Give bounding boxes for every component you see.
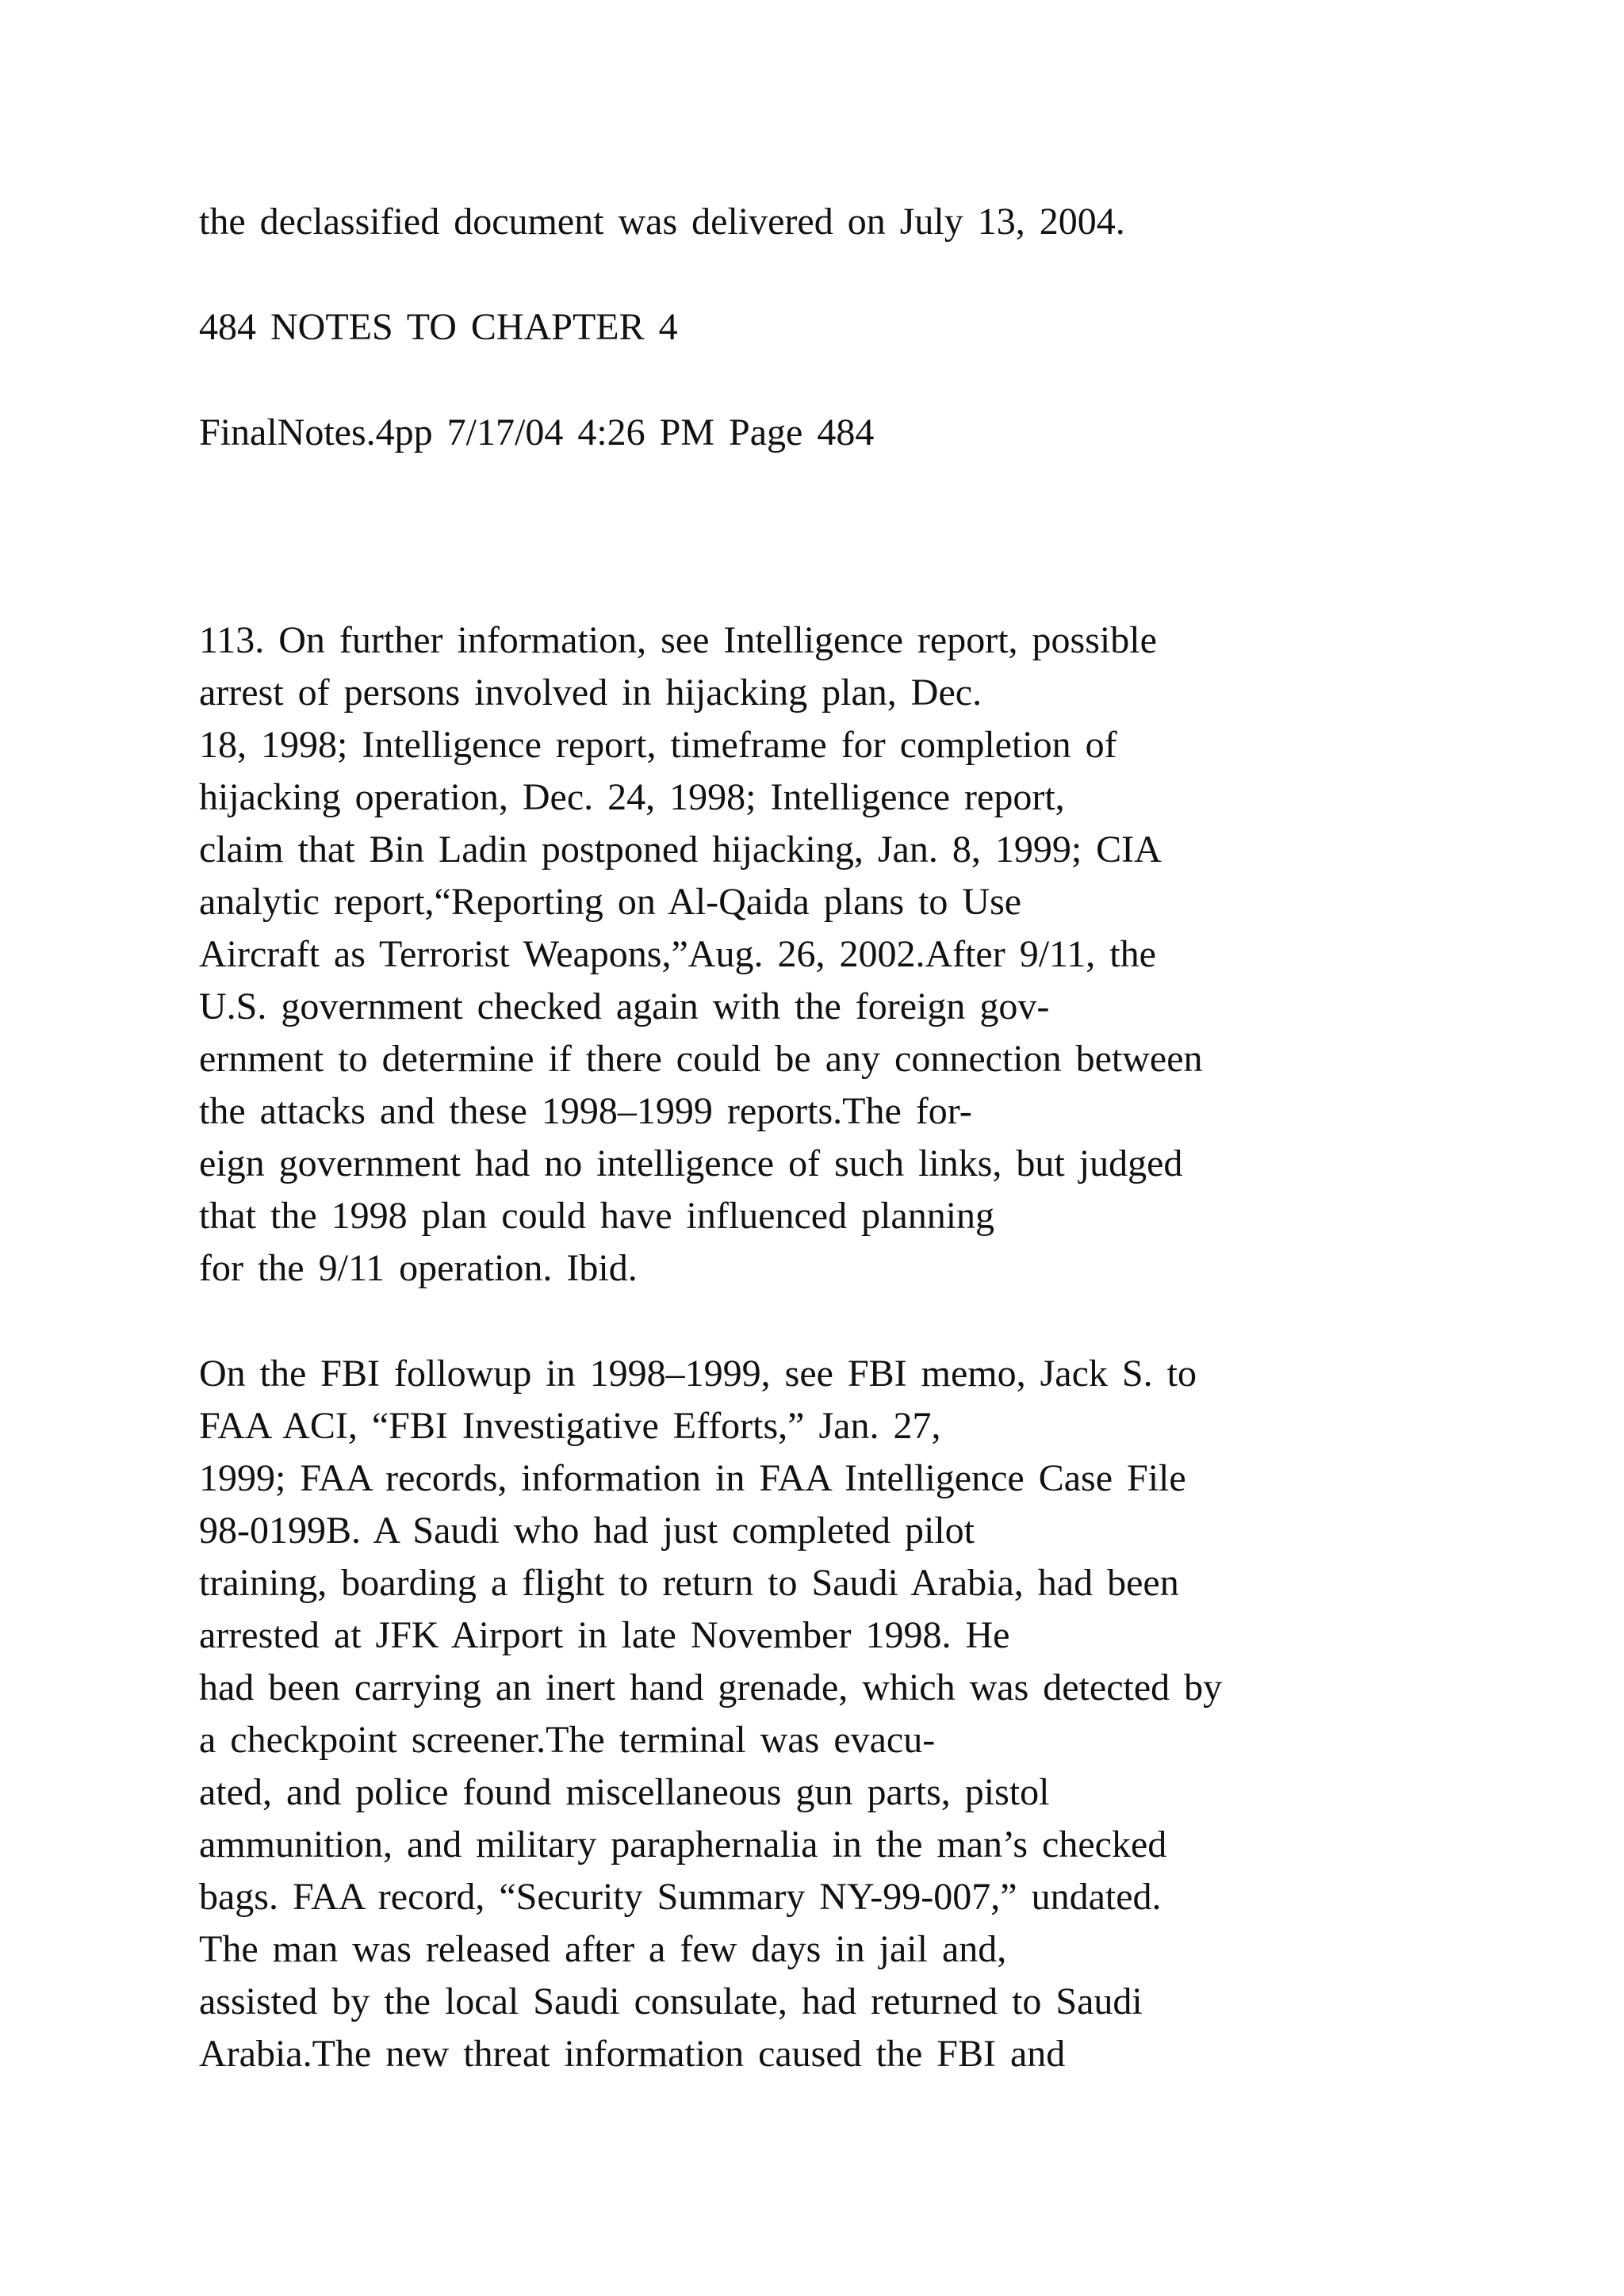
fbi-followup-line-7: had been carrying an inert hand grenade, which was detected by <box>199 1667 1223 1709</box>
intro-line: the declassified document was delivered on July 13, 2004. <box>199 201 1125 243</box>
fbi-followup-line-11: bags. FAA record, “Security Summary NY-99-007,” undated. <box>199 1876 1162 1918</box>
fbi-followup-line-3: 1999; FAA records, information in FAA Intelligence Case File <box>199 1457 1186 1499</box>
note-113-line-12: that the 1998 plan could have influenced planning <box>199 1195 995 1237</box>
note-113-line-10: the attacks and these 1998–1999 reports.The for- <box>199 1090 972 1132</box>
fbi-followup-line-8: a checkpoint screener.The terminal was evacu- <box>199 1719 936 1761</box>
fbi-followup-line-1: On the FBI followup in 1998–1999, see FBI memo, Jack S. to <box>199 1353 1197 1395</box>
fbi-followup-line-13: assisted by the local Saudi consulate, had returned to Saudi <box>199 1980 1143 2022</box>
fbi-followup-line-9: ated, and police found miscellaneous gun parts, pistol <box>199 1771 1050 1813</box>
fbi-followup-line-12: The man was released after a few days in jail and, <box>199 1928 1007 1970</box>
fbi-followup-line-6: arrested at JFK Airport in late November 1998. He <box>199 1614 1010 1656</box>
fbi-followup-line-2: FAA ACI, “FBI Investigative Efforts,” Jan. 27, <box>199 1405 941 1447</box>
note-113-line-4: hijacking operation, Dec. 24, 1998; Intelligence report, <box>199 776 1065 818</box>
page-slug: FinalNotes.4pp 7/17/04 4:26 PM Page 484 <box>199 411 875 453</box>
chapter-heading: 484 NOTES TO CHAPTER 4 <box>199 306 678 348</box>
note-113-line-7: Aircraft as Terrorist Weapons,”Aug. 26, 2002.After 9/11, the <box>199 933 1156 975</box>
note-113-line-1: 113. On further information, see Intelligence report, possible <box>199 619 1157 661</box>
note-113-line-11: eign government had no intelligence of such links, but judged <box>199 1142 1183 1184</box>
note-113-line-6: analytic report,“Reporting on Al-Qaida plans to Use <box>199 881 1022 923</box>
fbi-followup-line-4: 98-0199B. A Saudi who had just completed pilot <box>199 1510 975 1552</box>
note-113-line-13: for the 9/11 operation. Ibid. <box>199 1247 638 1289</box>
fbi-followup-line-14: Arabia.The new threat information caused the FBI and <box>199 2033 1066 2075</box>
note-113-line-2: arrest of persons involved in hijacking plan, Dec. <box>199 672 982 714</box>
note-113-line-9: ernment to determine if there could be any connection between <box>199 1038 1203 1080</box>
fbi-followup-line-5: training, boarding a flight to return to Saudi Arabia, had been <box>199 1562 1179 1604</box>
note-113-line-8: U.S. government checked again with the foreign gov- <box>199 985 1050 1027</box>
note-113-line-3: 18, 1998; Intelligence report, timeframe for completion of <box>199 724 1117 766</box>
note-113-line-5: claim that Bin Ladin postponed hijacking, Jan. 8, 1999; CIA <box>199 828 1162 871</box>
fbi-followup-line-10: ammunition, and military paraphernalia in the man’s checked <box>199 1823 1167 1866</box>
